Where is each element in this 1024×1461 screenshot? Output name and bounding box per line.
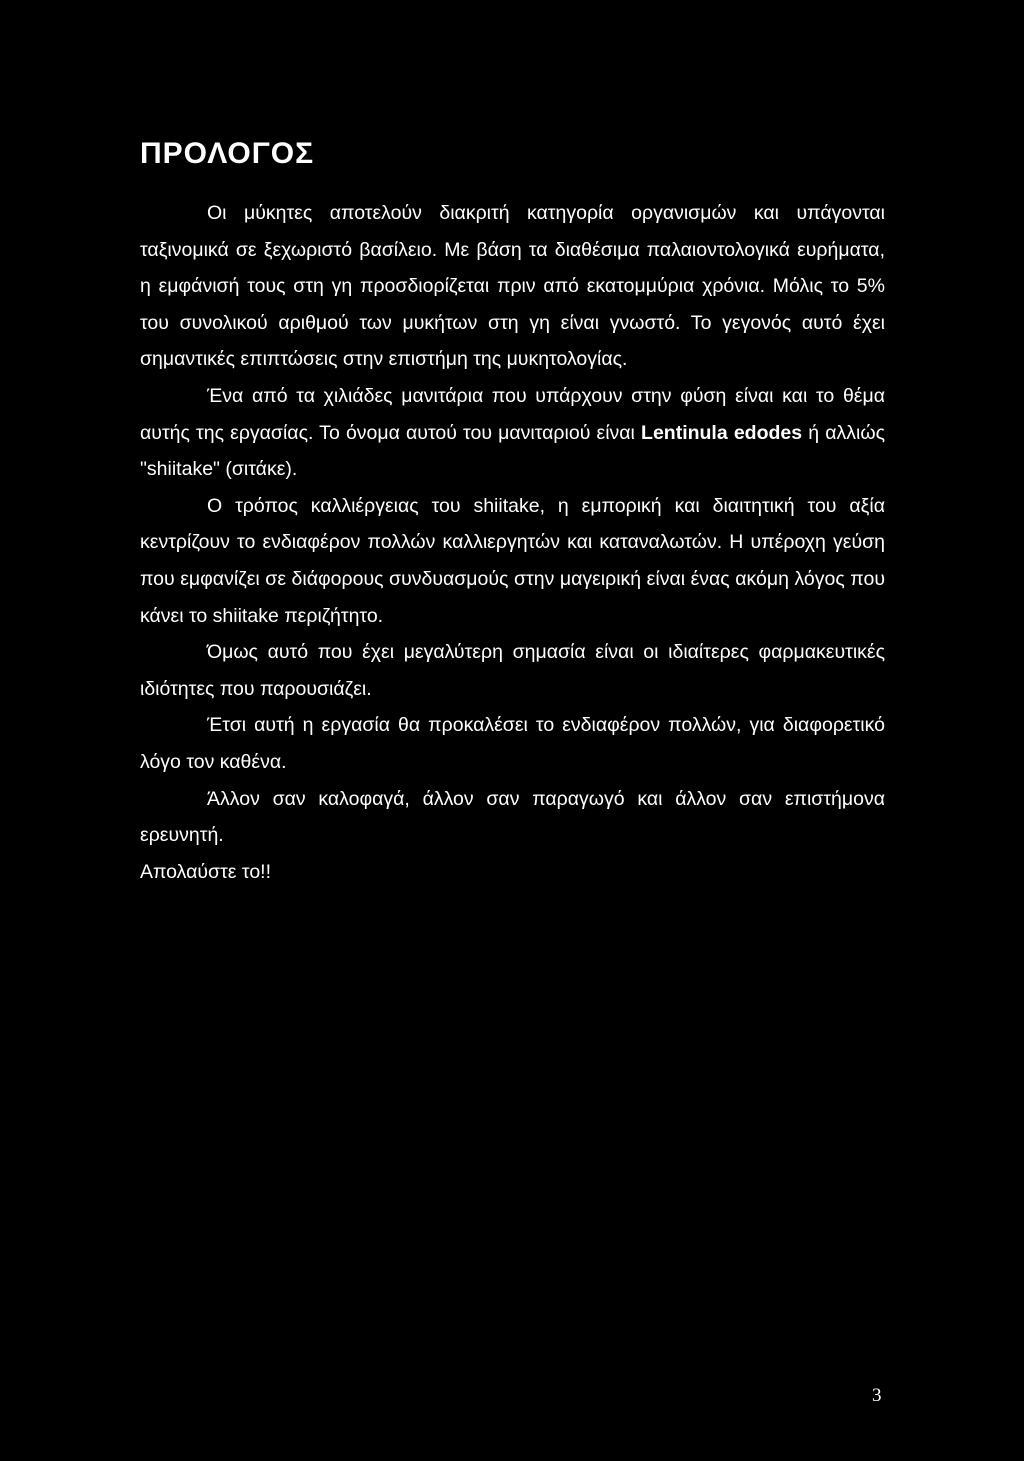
paragraph-cultivation-value: Ο τρόπος καλλιέργειας του shiitake, η εμπορική και διαιτητική του αξία κεντρίζουν το ενδιαφέρον πολλών καλλιεργητών και καταναλωτών. Η υπέροχη γεύση που εμφανίζει σε διάφορους συνδυασμούς στην μαγειρική είναι ένας ακόμη λόγος που κάνει το shiitake περιζήτητο.: [140, 494, 885, 627]
paragraph-fungi-intro: Οι μύκητες αποτελούν διακριτή κατηγορία οργανισμών και υπάγονται ταξινομικά σε ξεχωριστό βασίλειο. Με βάση τα διαθέσιμα παλαιοντολογικά ευρήματα, η εμφάνισή τους στη γη προσδιορίζεται πριν από εκατομμύρια χρόνια. Μόλις το 5% του συνολικού αριθμού των μυκήτων στη γη είναι γνωστό. Το γεγονός αυτό έχει σημαντικές επιπτώσεις στην επιστήμη της μυκητολογίας.: [140, 202, 885, 371]
paragraph-medicinal-properties: Όμως αυτό που έχει μεγαλύτερη σημασία είναι οι ιδιαίτερες φαρμακευτικές ιδιότητες που παρουσιάζει.: [140, 641, 885, 700]
scientific-name: Lentinula edodes: [641, 421, 803, 444]
paragraph-text: ή αλλιώς "shiitake" (σιτάκε).: [140, 421, 885, 481]
paragraph-closing: Απολαύστε το!!: [140, 860, 272, 883]
paragraph-audience: Άλλον σαν καλοφαγά, άλλον σαν παραγωγό και άλλον σαν επιστήμονα ερευνητή.: [140, 787, 885, 847]
paragraph-interest: Έτσι αυτή η εργασία θα προκαλέσει το ενδιαφέρον πολλών, για διαφορετικό λόγο τον καθένα.: [140, 714, 885, 773]
page-number: 3: [872, 1385, 882, 1406]
page-title: ΠΡΟΛΟΓΟΣ: [140, 137, 315, 170]
paragraph-shiitake-topic: [140, 378, 885, 488]
paragraph-text: Ένα από τα χιλιάδες μανιτάρια που υπάρχουν στην φύση είναι και το θέμα αυτής της εργασίας. Το όνομα αυτού του μανιταριού είναι: [140, 384, 885, 444]
preface-body: [140, 195, 885, 890]
